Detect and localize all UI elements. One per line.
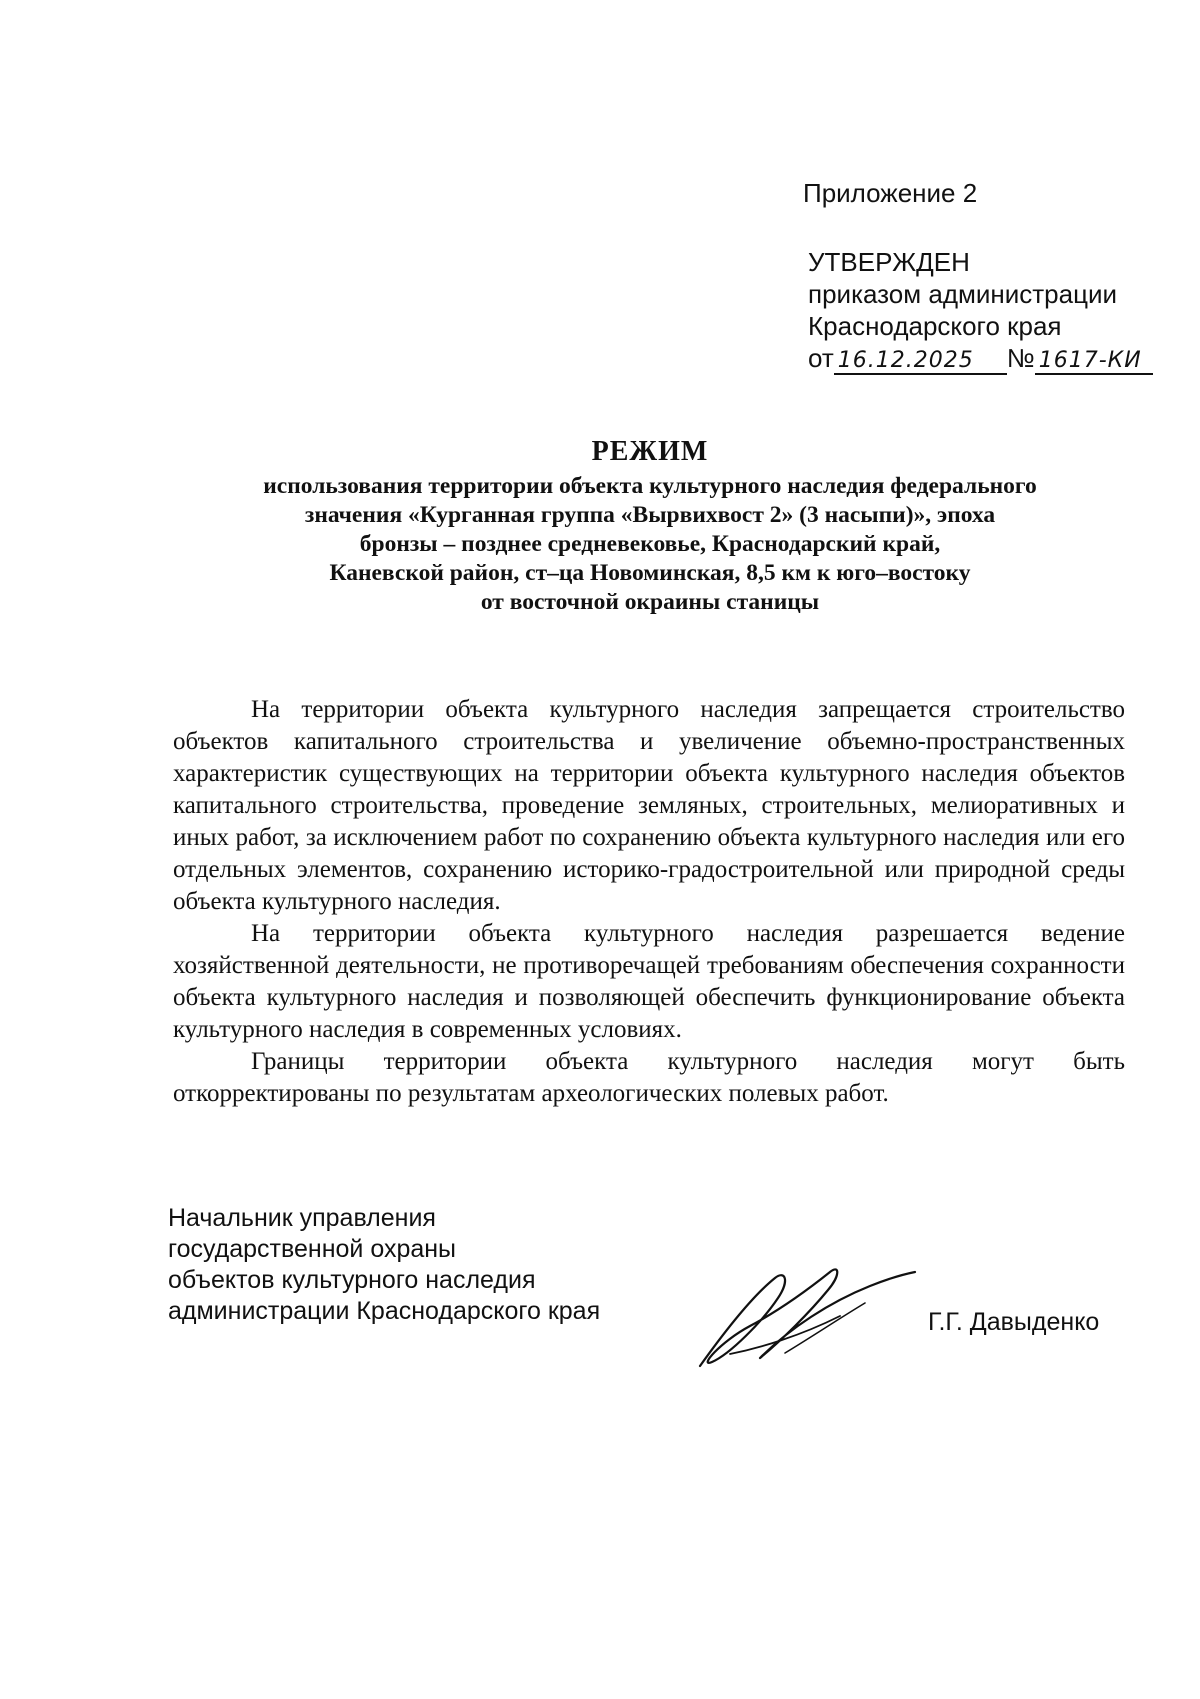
approval-block [808, 246, 1153, 375]
approval-line-2: Краснодарского края [808, 311, 1062, 341]
signer-position-line: объектов культурного наследия [168, 1266, 536, 1294]
signer-position-line: государственной охраны [168, 1235, 457, 1263]
approval-title: УТВЕРЖДЕН [808, 247, 970, 277]
subtitle-line: значения «Курганная группа «Вырвихвост 2» (3 насыпи)», эпоха [304, 502, 996, 528]
paragraph-boundaries: Границы территории объекта культурного наследия могут быть откорректированы по результатам археологических полевых работ. [173, 1048, 1125, 1107]
signer-position-line: администрации Краснодарского края [168, 1297, 601, 1325]
handwritten-signature [690, 1258, 920, 1378]
paragraph-permission: На территории объекта культурного наследия разрешается ведение хозяйственной деятельности, не противоречащей требованиям обеспечения сохранности объекта культурного наследия и позволяющей обеспечить функционирование объекта культурного наследия в современных условиях. [173, 920, 1125, 1043]
document-subtitle [160, 472, 1140, 617]
subtitle-line: использования территории объекта культурного наследия федерального [263, 473, 1037, 499]
paragraph-prohibition: На территории объекта культурного наследия запрещается строительство объектов капитального строительства и увеличение объемно-пространственных характеристик существующих на территории объекта культурного наследия объектов капитального строительства, проведение земляных, строительных, мелиоративных и иных работ, за исключением работ по сохранению объекта культурного наследия или его отдельных элементов, сохранению историко-градостроительной или природной среды объекта культурного наследия. [173, 696, 1125, 915]
signer-position-line: Начальник управления [168, 1204, 436, 1232]
document-body [173, 694, 1125, 1110]
subtitle-line: от восточной окраины станицы [480, 589, 820, 615]
approval-line-1: приказом администрации [808, 279, 1118, 309]
appendix-label: Приложение 2 [803, 178, 978, 208]
approval-date-number-line [808, 342, 1153, 375]
signer-position [168, 1203, 600, 1327]
handwritten-date: 16.12.2025 [834, 349, 1007, 375]
number-prefix: № [1006, 343, 1035, 373]
document-title: РЕЖИМ [591, 436, 709, 467]
subtitle-line: бронзы – позднее средневековье, Краснодарский край, [359, 531, 941, 557]
date-prefix: от [808, 343, 834, 373]
subtitle-line: Каневской район, ст–ца Новоминская, 8,5 км к юго–востоку [329, 560, 971, 586]
signer-name: Г.Г. Давыденко [928, 1308, 1100, 1336]
handwritten-number: 1617-КИ [1035, 349, 1153, 375]
